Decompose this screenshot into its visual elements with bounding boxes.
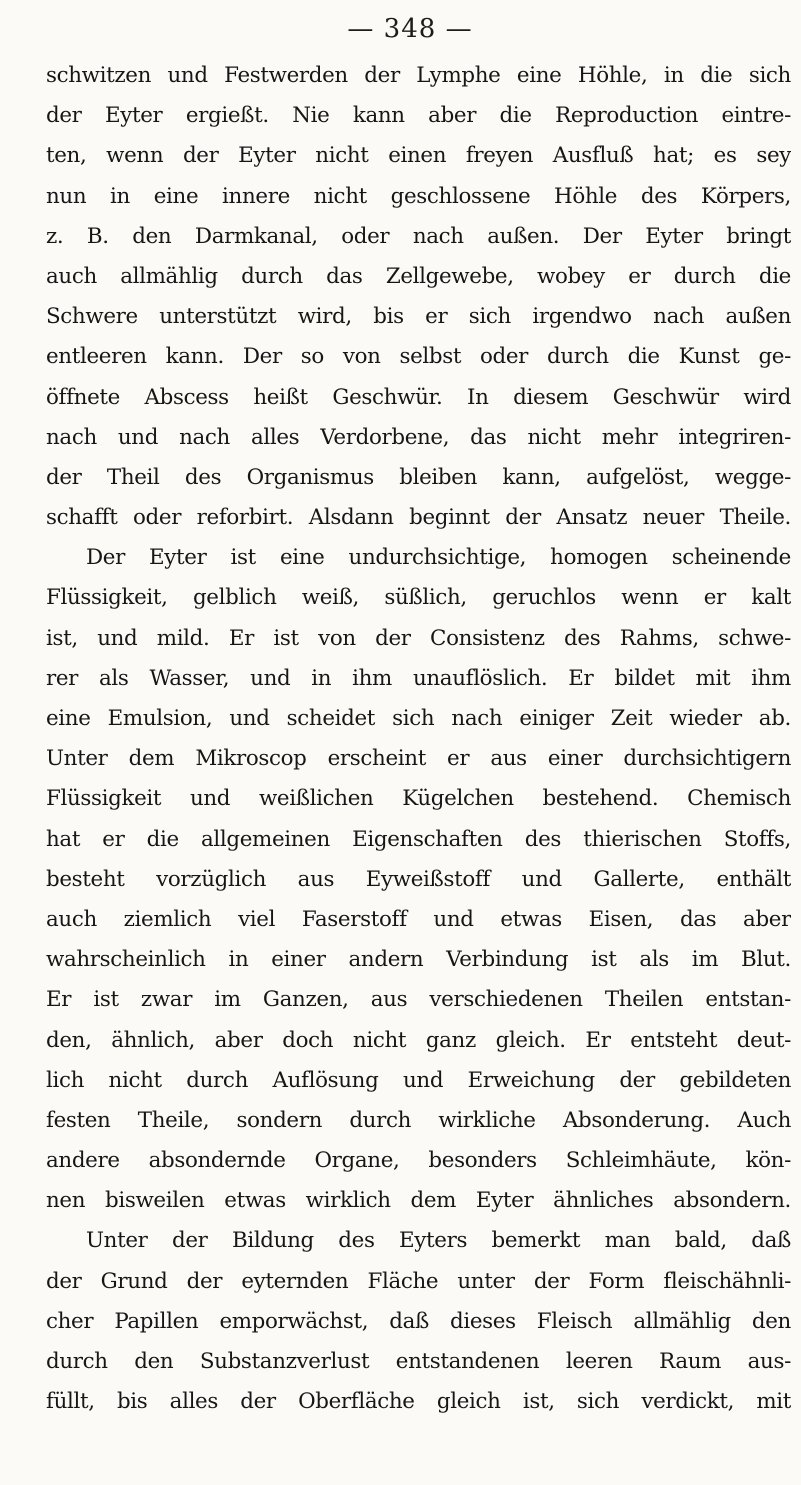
text-line: der Theil des Organismus bleiben kann, aufgelöst, wegge-	[46, 464, 791, 490]
text-line: der Grund der eyternden Fläche unter der Form fleischähnli-	[46, 1268, 791, 1294]
text-line: entleeren kann. Der so von selbst oder durch die Kunst ge-	[46, 344, 791, 370]
text-line: Flüssigkeit und weißlichen Kügelchen bestehend. Chemisch	[46, 786, 791, 812]
page-number: — 348 —	[347, 14, 473, 44]
text-line: ten, wenn der Eyter nicht einen freyen Ausfluß hat; es sey	[46, 143, 791, 169]
body-text	[46, 56, 791, 1422]
text-line: nun in eine innere nicht geschlossene Höhle des Körpers,	[46, 183, 791, 209]
text-line: nen bisweilen etwas wirklich dem Eyter ähnliches absondern.	[46, 1188, 791, 1214]
text-line: Unter dem Mikroscop erscheint er aus einer durchsichtigern	[46, 746, 791, 772]
text-line: Der Eyter ist eine undurchsichtige, homogen scheinende	[86, 545, 791, 571]
text-line: wahrscheinlich in einer andern Verbindung ist als im Blut.	[46, 947, 791, 973]
text-line: schafft oder reforbirt. Alsdann beginnt der Ansatz neuer Theile.	[46, 505, 791, 531]
text-line: nach und nach alles Verdorbene, das nicht mehr integriren-	[46, 424, 791, 450]
text-line: andere absondernde Organe, besonders Schleimhäute, kön-	[46, 1148, 791, 1174]
text-line: auch allmählig durch das Zellgewebe, wobey er durch die	[46, 263, 791, 289]
text-line: lich nicht durch Auflösung und Erweichung der gebildeten	[46, 1067, 791, 1093]
text-line: Flüssigkeit, gelblich weiß, süßlich, geruchlos wenn er kalt	[46, 585, 791, 611]
text-line: der Eyter ergießt. Nie kann aber die Reproduction eintre-	[46, 103, 791, 129]
text-line: durch den Substanzverlust entstandenen leeren Raum aus-	[46, 1349, 791, 1374]
text-line: Schwere unterstützt wird, bis er sich irgendwo nach außen	[46, 304, 791, 330]
text-line: ist, und mild. Er ist von der Consistenz des Rahms, schwe-	[46, 625, 791, 651]
text-line: den, ähnlich, aber doch nicht ganz gleich. Er entsteht deut-	[46, 1027, 791, 1053]
text-line: z. B. den Darmkanal, oder nach außen. Der Eyter bringt	[46, 223, 791, 249]
text-line: besteht vorzüglich aus Eyweißstoff und Gallerte, enthält	[46, 866, 791, 892]
text-line: festen Theile, sondern durch wirkliche Absonderung. Auch	[46, 1107, 791, 1133]
text-line: füllt, bis alles der Oberfläche gleich ist, sich verdickt, mit	[46, 1389, 791, 1415]
text-line: rer als Wasser, und in ihm unauflöslich. Er bildet mit ihm	[46, 665, 791, 691]
text-line: eine Emulsion, und scheidet sich nach einiger Zeit wieder ab.	[46, 706, 791, 731]
text-line: hat er die allgemeinen Eigenschaften des thierischen Stoffs,	[46, 826, 791, 852]
text-line: schwitzen und Festwerden der Lymphe eine Höhle, in die sich	[46, 63, 791, 88]
text-line: cher Papillen emporwächst, daß dieses Fleisch allmählig den	[46, 1308, 791, 1334]
text-line: Er ist zwar im Ganzen, aus verschiedenen Theilen entstan-	[46, 987, 791, 1013]
text-line: öffnete Abscess heißt Geschwür. In diesem Geschwür wird	[46, 384, 791, 410]
text-line: Unter der Bildung des Eyters bemerkt man bald, daß	[86, 1228, 791, 1254]
text-line: auch ziemlich viel Faserstoff und etwas Eisen, das aber	[46, 906, 791, 932]
